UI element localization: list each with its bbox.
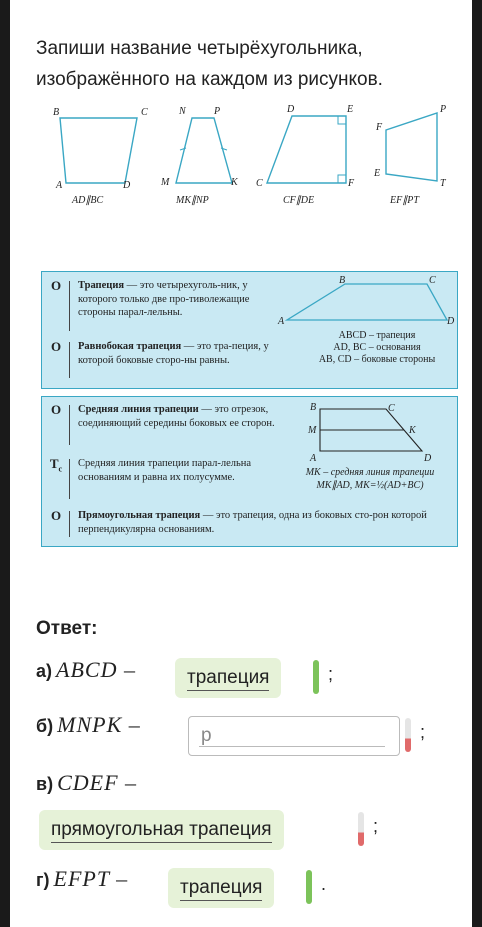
answer-c-status-indicator	[358, 812, 364, 846]
figure-label: P	[214, 106, 221, 117]
divider	[69, 281, 70, 331]
answer-a-status-indicator	[313, 660, 319, 694]
answer-text: прямоугольная трапеция	[51, 819, 272, 843]
answer-d-status-indicator	[306, 870, 312, 904]
answer-label: в)	[36, 774, 54, 794]
diagram-label: C	[388, 403, 395, 414]
figure-label: K	[231, 177, 238, 188]
answer-b-status-indicator	[405, 718, 411, 752]
answer-b-input[interactable]	[188, 716, 400, 756]
definition-mark: О	[50, 339, 62, 354]
answer-figure-name: MNPK –	[57, 712, 141, 737]
figure-cdef	[256, 104, 355, 206]
theory-block-trapezoid	[41, 271, 458, 389]
figure-label: P	[440, 104, 447, 115]
definition-midline	[48, 403, 283, 449]
figure-label: A	[56, 180, 63, 191]
answer-figure-name: EFPT –	[53, 866, 129, 891]
definition-trapezoid	[48, 279, 273, 335]
figure-caption: AD∥BC	[72, 195, 104, 206]
answer-figure-name: CDEF –	[57, 770, 138, 795]
diagram-caption: MK∥AD, MK=½(AD+BC)	[316, 480, 424, 491]
figure-caption: MK∥NP	[176, 195, 209, 206]
punctuation: .	[321, 874, 327, 894]
answer-label: г)	[36, 870, 50, 890]
term: Средняя линия трапеции	[78, 404, 199, 415]
figure-caption: CF∥DE	[283, 195, 315, 206]
answer-d-value[interactable]	[168, 868, 274, 908]
diagram-label: D	[447, 316, 455, 327]
divider	[69, 405, 70, 445]
diagram-label: A	[278, 316, 285, 327]
answer-row-c	[36, 770, 137, 796]
answer-text: трапеция	[180, 877, 262, 901]
definition-right-trapezoid	[48, 509, 453, 541]
answer-row-d	[36, 866, 128, 892]
figure-label: M	[161, 177, 170, 188]
diagram-label: A	[310, 453, 317, 464]
figure-label: C	[256, 178, 263, 189]
answer-figure-name: ABCD –	[56, 657, 136, 682]
answer-label: б)	[36, 716, 54, 736]
answer-label: а)	[36, 661, 53, 681]
term: Прямоугольная трапеция	[78, 510, 201, 521]
diagram-label: K	[409, 425, 416, 436]
definition-text: — это трапеция, одна из боковых сто-рон которой перпендикулярна основаниям.	[78, 510, 427, 535]
answer-row-b	[36, 712, 141, 738]
definition-mark: О	[50, 278, 62, 293]
diagram-label: C	[429, 275, 436, 286]
term: Трапеция	[78, 280, 125, 291]
figure-caption: EF∥PT	[390, 195, 419, 206]
term: Равнобокая трапеция	[78, 341, 182, 352]
diagram-caption: MK – средняя линия трапеции	[305, 467, 435, 478]
diagram-label: B	[310, 402, 317, 413]
diagram-label: D	[424, 453, 432, 464]
figures	[10, 0, 472, 220]
definition-text: — это четырехуголь-ник, у которого только две про-тиволежащие стороны парал-лельны.	[78, 280, 250, 318]
theorem-mark-sub: с	[58, 464, 63, 474]
figure-mnpk	[160, 106, 239, 206]
figure-label: F	[376, 122, 383, 133]
diagram-caption: AB, CD – боковые стороны	[318, 354, 436, 365]
task-text: Запиши название четырёхугольника, изображённого на каждом из рисунков.	[36, 38, 383, 90]
task-sheet	[10, 0, 472, 927]
punctuation: ;	[373, 816, 379, 836]
answer-c-value[interactable]	[39, 810, 284, 850]
diagram-label: B	[339, 275, 346, 286]
definition-text: — это тра-пеция, у которой боковые сторо-ны равны.	[78, 341, 269, 366]
theorem-mark: Т	[49, 456, 59, 471]
theory-block-midline	[41, 396, 458, 547]
theorem-text: Средняя линия трапеции парал-лельна основаниям и равна их полусумме.	[78, 458, 252, 483]
punctuation: ;	[420, 722, 426, 742]
divider	[69, 459, 70, 499]
divider	[69, 342, 70, 378]
figure-label: D	[287, 104, 295, 115]
definition-mark: О	[50, 402, 62, 417]
diagram-caption: AD, BC – основания	[333, 342, 421, 353]
trapezoid-diagram	[277, 274, 455, 384]
answer-title: Ответ:	[36, 618, 98, 639]
figure-label: E	[374, 168, 381, 179]
figure-label: F	[348, 178, 355, 189]
input-underline	[199, 746, 385, 747]
theorem-midline	[48, 457, 283, 503]
answer-text: трапеция	[187, 667, 269, 691]
figure-label: D	[123, 180, 131, 191]
diagram-label: M	[308, 425, 317, 436]
answer-row-a	[36, 657, 136, 683]
figure-label: T	[440, 178, 446, 189]
figure-label: E	[347, 104, 354, 115]
punctuation: ;	[328, 664, 334, 684]
figure-abcd	[53, 107, 148, 206]
figure-label: B	[53, 107, 60, 118]
definition-isosceles-trapezoid	[48, 340, 273, 382]
definition-mark: О	[50, 508, 62, 523]
divider	[69, 511, 70, 537]
definition-text: — это отрезок, соединяющий середины боковых ее сторон.	[78, 404, 275, 429]
figure-label: C	[141, 107, 148, 118]
figure-label: N	[179, 106, 186, 117]
input-value: р	[201, 725, 212, 746]
midline-diagram	[282, 399, 456, 507]
figure-efpt	[373, 104, 447, 206]
diagram-caption: ABCD – трапеция	[338, 330, 416, 341]
answer-a-value[interactable]	[175, 658, 281, 698]
